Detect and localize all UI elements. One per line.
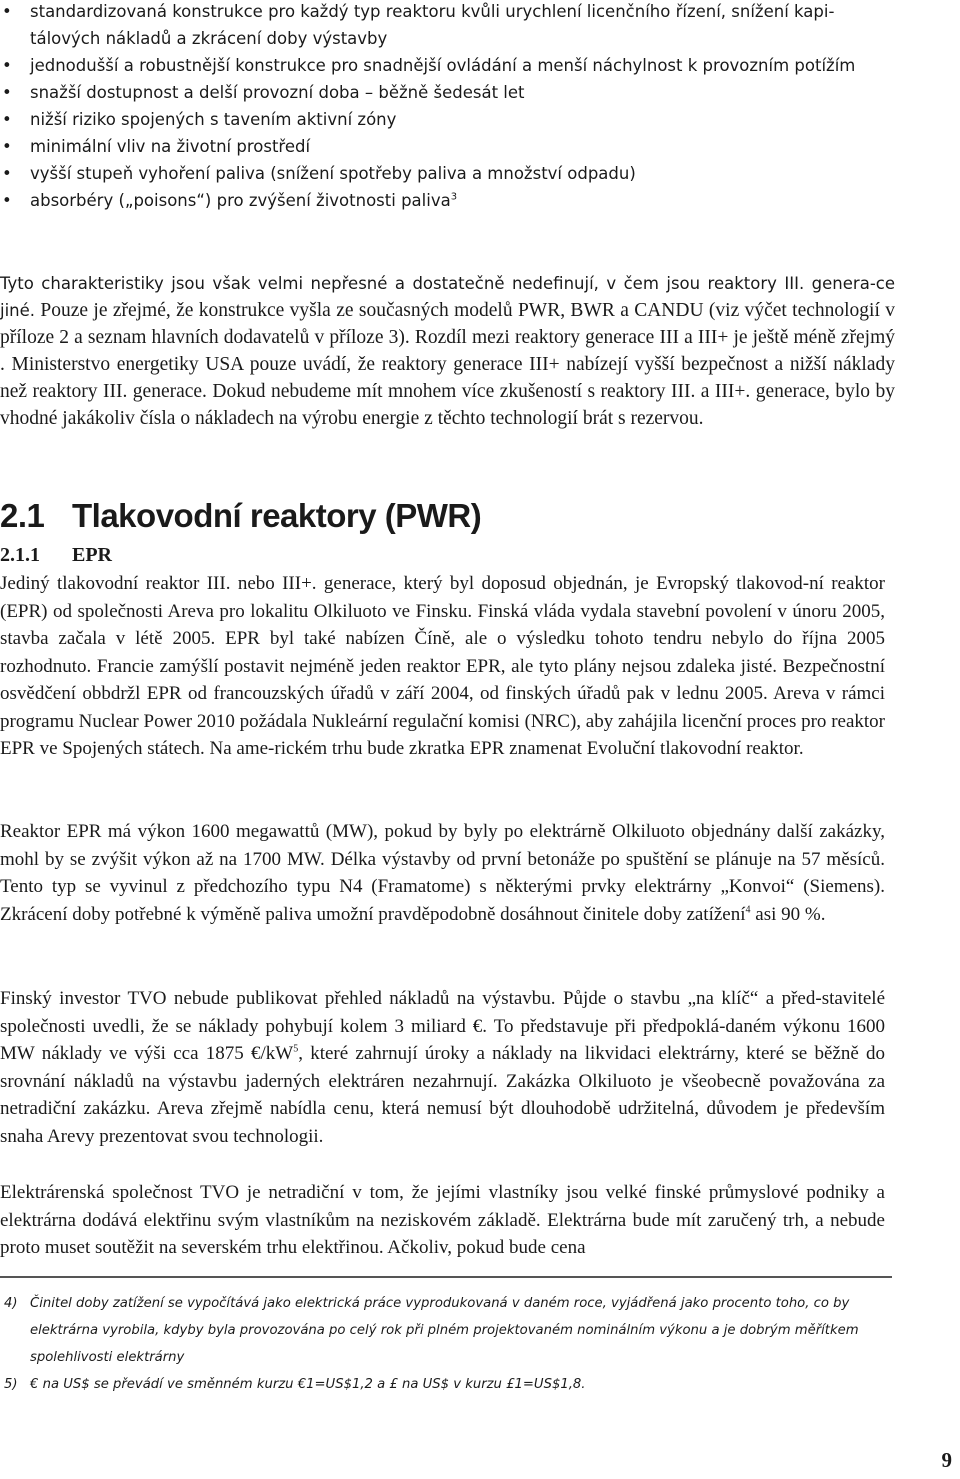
paragraph-epr-output xyxy=(0,818,885,928)
footnote-text: € na US$ se převádí ve směnném kurzu €1=US$1,2 a £ na US$ v kurzu £1=US$1,8. xyxy=(30,1377,586,1392)
subsection-heading xyxy=(0,541,112,569)
bullet-item xyxy=(0,52,900,79)
paragraph-text: , které zahrnují úroky a náklady na likvidaci elektrárny, které se běžně do srovnání nákladů na výstavbu jaderných elektráren nezahrnují. Zakázka Olkiluoto je všeobecně považována za netradiční zakázku. Areva zřejmě nabídla cenu, která nemusí být dlouhodobě udržitelná, důvodem je především snaha Arevy prezentovat svou technologii. xyxy=(0,1043,886,1147)
footnote-text: Činitel doby zatížení se vypočítává jako elektrická práce vyprodukovaná v daném roce, vyjádřená jako procento toho, co by elektrárna vyrobila, kdyby byla provozována po celý rok při plném projektovaném nominálním výkonu a je dobrým měřítkem spolehlivosti elektrárny xyxy=(30,1296,859,1365)
paragraph-tvo-ownership: Elektrárenská společnost TVO je netradiční v tom, že jejími vlastníky jsou velké finské průmyslové podniky a elektrárna dodává elektřinu svým vlastníkům na neziskovém základě. Elektrárna bude mít zaručený trh, a nebude proto muset soutěžit na severském trhu elektřinou. Ačkoliv, pokud bude cena xyxy=(0,1182,885,1258)
paragraph-text: Reaktor EPR má výkon 1600 megawattů (MW), pokud by byly po elektrárně Olkiluoto objednány další zakázky, mohl by se zvýšit výkon až na 1700 MW. Délka výstavby od první betonáže po spuštění se plánuje na 57 měsíců. Tento typ se vyvinul z předchozího typu N4 (Framatome) s některými prvky elektrárny „Konvoi“ (Siemens). Zkrácení doby potřebné k výměně paliva umožní pravděpodobně dosáhnout činitele doby zatížení xyxy=(0,821,885,925)
footnote-mark: 4) xyxy=(4,1296,18,1311)
footnote xyxy=(0,1290,900,1371)
paragraph-epr-order: Jediný tlakovodní reaktor III. nebo III+. generace, který byl doposud objednán, je Evropský tlakovod-ní reaktor (EPR) od společnosti Areva pro lokalitu Olkiluoto ve Finsku. Finská vláda vydala stavební povolení v únoru 2005, stavba začala v létě 2005. EPR byl také nabízen Číně, ale o výsledku tohoto tendru nebylo do října 2005 rozhodnuto. Francie zamýšlí postavit nejméně jeden reaktor EPR, ale tyto plány nejsou zdaleka jisté. Bezpečnostní osvědčení obbdržl EPR od francouzských úřadů v září 2004, od finských úřadů pak v lednu 2005. Areva v rámci programu Nuclear Power 2010 požádala Nukleární regulační komisi (NRC), aby zahájila licenční proces pro reaktor EPR ve Spojených státech. Na ame-rickém trhu bude zkratka EPR znamenat Evoluční tlakovodní reaktor. xyxy=(0,573,885,759)
bullet-item xyxy=(0,160,900,187)
bullet-text: nižší riziko spojených s tavením aktivní zóny xyxy=(30,110,397,129)
section-heading xyxy=(0,490,481,542)
bullet-item xyxy=(0,187,900,214)
bullet-text: standardizovaná konstrukce pro každý typ reaktoru kvůli urychlení licenčního řízení, snížení kapi-tálových nákladů a zkrácení doby výstavby xyxy=(30,2,835,48)
bullet-item xyxy=(0,0,900,52)
feature-bullet-list xyxy=(0,0,900,214)
bullet-item xyxy=(0,79,900,106)
subsection-number: 2.1.1 xyxy=(0,544,40,566)
subsection-title: EPR xyxy=(72,544,112,566)
footnote-divider xyxy=(0,1276,892,1278)
intro-serif-text: Pouze je zřejmé, že konstrukce vyšla ze současných modelů PWR, BWR a CANDU (viz výčet technologií v příloze 2 a seznam hlavních dodavatelů v příloze 3). Rozdíl mezi reaktory generace III a III+ je ještě méně zřejmý . Ministerstvo energetiky USA pouze uvádí, že reaktory generace III+ nabízejí vyšší bezpečnost a nižší náklady než reaktory III. generace. Dokud nebudeme mít mnohem více zkušeností s reaktory III. a III+. generace, bylo by vhodné jakákoliv čísla o nákladech na výrobu energie z těchto technologií brát s rezervou. xyxy=(0,300,895,429)
bullet-text: absorbéry („poisons“) pro zvýšení životnosti paliva xyxy=(30,191,451,210)
paragraph-text: asi 90 %. xyxy=(750,903,826,925)
bullet-item xyxy=(0,133,900,160)
paragraph-tvo-costs xyxy=(0,985,885,1150)
footnote-ref: 4 xyxy=(745,904,751,916)
section-number: 2.1 xyxy=(0,497,45,534)
bullet-text: snažší dostupnost a delší provozní doba – běžně šedesát let xyxy=(30,83,525,102)
bullet-text: minimální vliv na životní prostředí xyxy=(30,137,311,156)
bullet-text: vyšší stupeň vyhoření paliva (snížení spotřeby paliva a množství odpadu) xyxy=(30,164,636,183)
footnote-ref: 3 xyxy=(450,191,458,203)
bullet-text: jednodušší a robustnější konstrukce pro snadnější ovládání a menší náchylnost k provozním potížím xyxy=(30,56,856,75)
paragraph-text: Finský investor TVO nebude publikovat přehled nákladů na výstavbu. Půjde o stavbu „na klíč“ a před-stavitelé společnosti uvedli, že se náklady pohybují kolem 3 miliard €. To představuje při předpoklá-daném výkonu 1600 MW náklady ve výši cca 1875 €/kW xyxy=(0,988,885,1064)
section-title: Tlakovodní reaktory (PWR) xyxy=(72,497,482,534)
footnote xyxy=(0,1371,900,1398)
footnote-mark: 5) xyxy=(4,1377,18,1392)
intro-paragraph xyxy=(0,270,895,432)
bullet-item xyxy=(0,106,900,133)
footnotes xyxy=(0,1290,900,1398)
footnote-ref: 5 xyxy=(293,1043,299,1055)
page-number: 9 xyxy=(941,1448,952,1472)
intro-sans-text: Tyto charakteristiky jsou však velmi nepřesné a dostatečně nedefinují, v čem jsou reaktory III. genera-ce jiné. xyxy=(0,274,895,320)
